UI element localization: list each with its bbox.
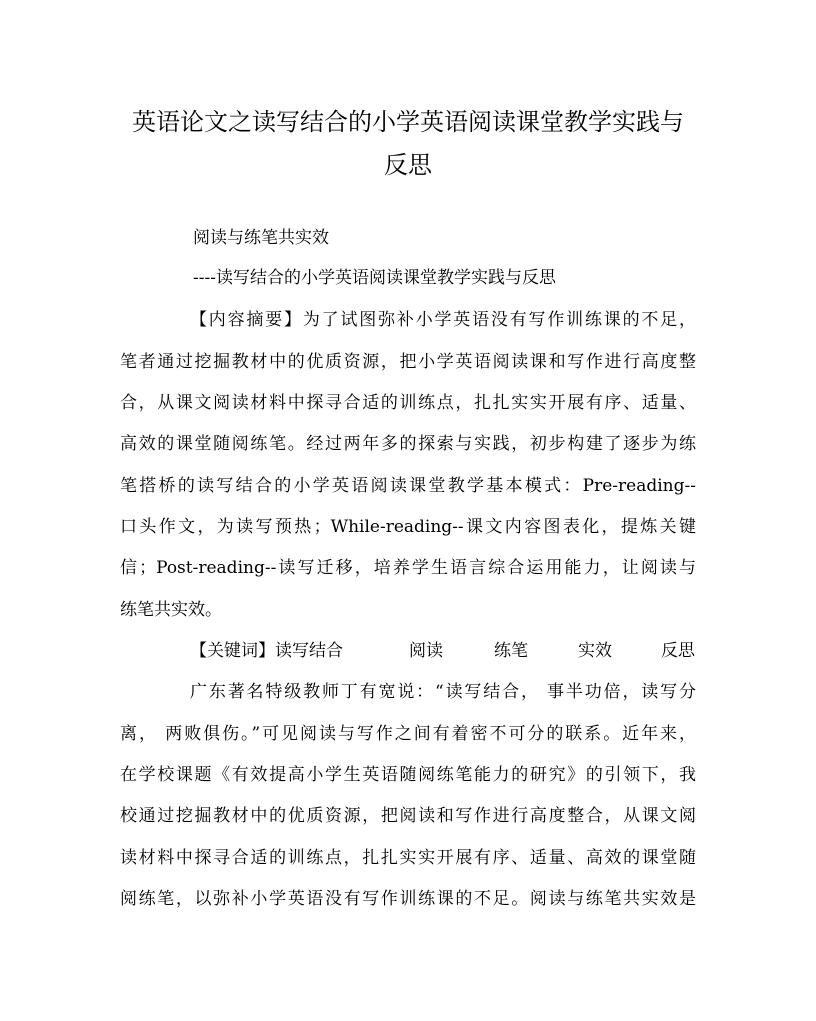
body-line: 在学校课题《有效提高小学生英语随阅练笔能力的研究》的引领下，我 [120,765,696,785]
abstract-line: 笔搭桥的读写结合的小学英语阅读课堂教学基本模式：Pre-reading-- [120,476,696,496]
body-line: 读材料中探寻合适的训练点，扎扎实实开展有序、适量、高效的课堂随 [120,848,696,868]
body-line: 校通过挖掘教材中的优质资源，把阅读和写作进行高度整合，从课文阅 [120,806,696,826]
keyword-item: 阅读 [409,641,443,661]
subtitle-secondary: ----读写结合的小学英语阅读课堂教学实践与反思 [193,268,556,288]
subtitle-main: 阅读与练笔共实效 [193,228,329,248]
keyword-item: 练笔 [494,641,528,661]
body-line: 阅练笔，以弥补小学英语没有写作训练课的不足。阅读与练笔共实效是 [120,889,696,909]
document-title-line-1: 英语论文之读写结合的小学英语阅读课堂教学实践与 [132,108,684,136]
body-line: 广东著名特级教师丁有宽说：“读写结合， 事半功倍，读写分 [190,682,696,702]
keyword-item: 反思 [661,641,695,661]
keyword-item: 实效 [578,641,612,661]
document-title-line-2: 反思 [384,151,432,179]
keywords-label: 【关键词】读写结合 [190,641,343,661]
abstract-line: 笔者通过挖掘教材中的优质资源，把小学英语阅读课和写作进行高度整 [120,352,696,372]
abstract-line: 练笔共实效。 [120,600,222,620]
body-line: 离， 两败俱伤。”可见阅读与写作之间有着密不可分的联系。近年来， [120,724,696,744]
abstract-line: 合，从课文阅读材料中探寻合适的训练点，扎扎实实开展有序、适量、 [120,393,696,413]
abstract-line: 【内容摘要】为了试图弥补小学英语没有写作训练课的不足， [190,310,696,330]
abstract-line: 口头作文，为读写预热；While-reading--课文内容图表化，提炼关键 [120,517,696,537]
abstract-line: 高效的课堂随阅练笔。经过两年多的探索与实践，初步构建了逐步为练 [120,434,696,454]
abstract-line: 信；Post-reading--读写迁移，培养学生语言综合运用能力，让阅读与 [120,558,696,578]
